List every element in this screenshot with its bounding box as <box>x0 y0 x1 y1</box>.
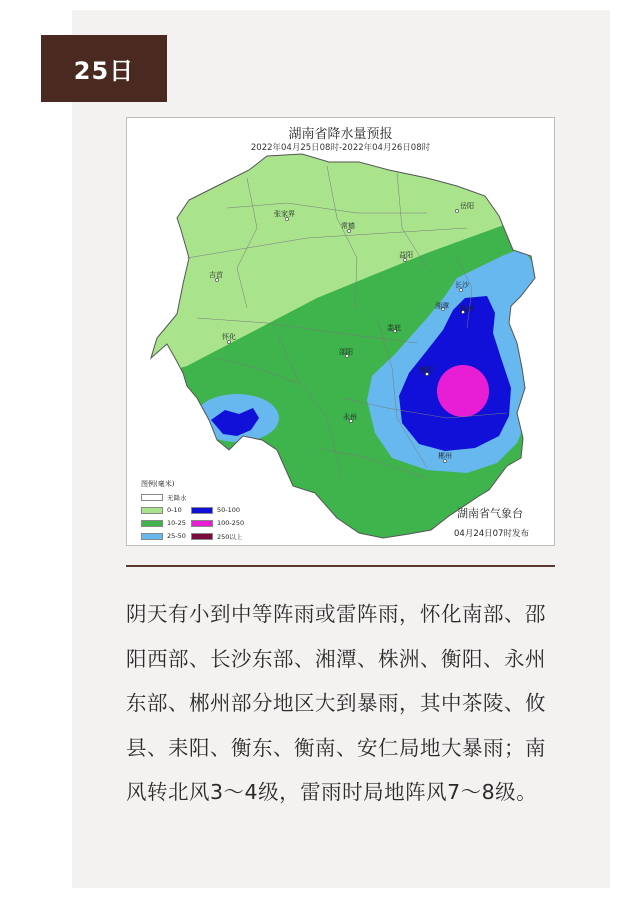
legend-label: 100-250 <box>217 519 245 527</box>
legend-swatch <box>141 533 163 540</box>
legend-item-none <box>141 493 187 502</box>
map-title: 湖南省降水量预报 <box>288 127 393 142</box>
legend-swatch <box>141 494 163 501</box>
city-label-yongzhou: 永州 <box>343 413 357 421</box>
city-label-chenzhou: 郴州 <box>438 452 452 460</box>
city-label-changde: 常德 <box>341 222 355 230</box>
legend-swatch <box>141 520 163 527</box>
city-label-huaihua: 怀化 <box>222 333 236 341</box>
legend-item-25-50 <box>141 532 186 540</box>
city-label-zhuzhou: 株洲 <box>460 305 474 313</box>
issue-time: 04月24日07时发布 <box>454 529 529 539</box>
legend-item-50-100 <box>191 506 240 514</box>
legend-label: 10-25 <box>167 519 186 527</box>
legend-label: 无降水 <box>167 494 187 502</box>
city-label-hengyang: 衡阳 <box>419 366 433 374</box>
forecast-text: 阴天有小到中等阵雨或雷阵雨，怀化南部、邵阳西部、长沙东部、湘潭、株洲、衡阳、永州东部、郴州部分地区大到暴雨，其中茶陵、攸县、耒阳、衡东、衡南、安仁局地大暴雨；南风转北风3～4级，雷雨时局地阵风7～8级。 <box>126 602 546 804</box>
band-100-250 <box>437 365 489 417</box>
legend-item-250-plus <box>191 532 242 541</box>
legend-swatch <box>191 507 213 514</box>
issuing-bureau: 湖南省气象台 <box>457 507 523 520</box>
legend-label: 25-50 <box>167 532 186 540</box>
city-label-shaoyang: 邵阳 <box>339 348 353 356</box>
legend-label: 50-100 <box>217 506 241 514</box>
divider-line <box>126 565 555 567</box>
legend-swatch <box>191 533 213 540</box>
legend-label: 250以上 <box>217 533 243 541</box>
city-label-xiangtan: 湘潭 <box>435 302 449 310</box>
map-graphic <box>127 118 555 546</box>
city-label-yiyang: 益阳 <box>399 251 413 259</box>
legend-label: 0-10 <box>167 506 182 514</box>
legend-item-0-10 <box>141 506 182 514</box>
map-period: 2022年04月25日08时-2022年04月26日08时 <box>250 143 431 153</box>
city-label-zhangjiajie: 张家界 <box>274 210 295 218</box>
legend-item-100-250 <box>191 519 244 527</box>
date-badge: 25日 <box>41 35 167 102</box>
city-label-changsha: 长沙 <box>455 281 469 289</box>
legend-swatch <box>191 520 213 527</box>
legend-swatch <box>141 507 163 514</box>
legend-title: 图例(毫米) <box>141 480 175 488</box>
city-label-yueyang: 岳阳 <box>460 202 474 210</box>
city-label-loudi: 娄底 <box>387 324 401 332</box>
legend-item-10-25 <box>141 519 186 527</box>
precipitation-map <box>126 117 555 546</box>
city-label-jishou: 吉首 <box>209 271 223 279</box>
